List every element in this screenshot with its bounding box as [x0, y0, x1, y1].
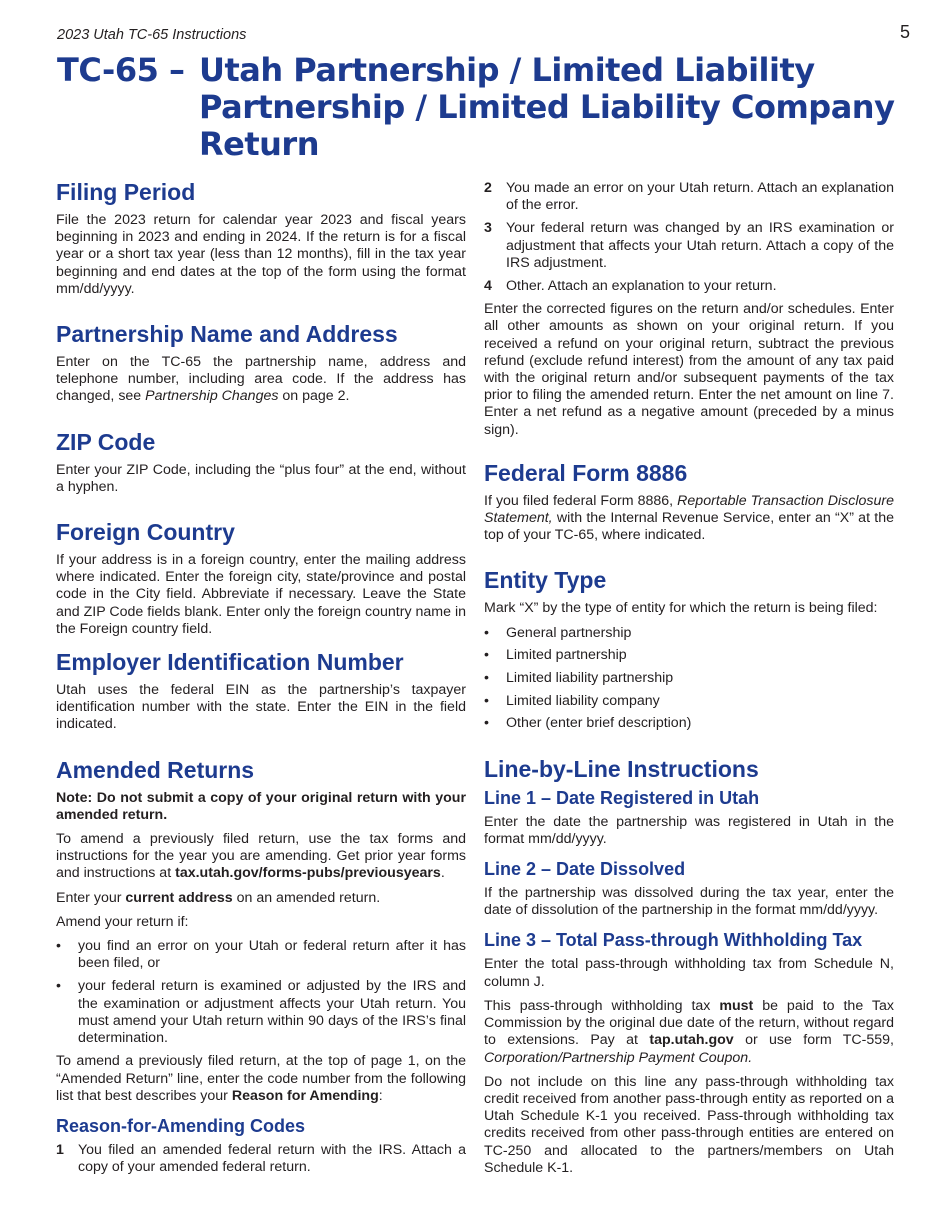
page-number: 5 [899, 22, 910, 42]
corrected-figures-text: Enter the corrected figures on the return and/or schedules. Enter all other amounts as shown on your original return. If you received a refund on your original return, subtract the previous refund (exclude refund interest) from the amount of any tax paid with the original return and/or subsequent payments of the tax prior to filing the amended return. Enter the net amount on line 7. Enter a net refund as a negative amount (preceded by a minus sign). [484, 301, 894, 438]
line-1-heading: Line 1 – Date Registered in Utah [484, 787, 760, 808]
form-8886-section [484, 459, 894, 545]
entity-type-section [484, 566, 894, 732]
amended-para-4: To amend a previously filed return, at the top of page 1, on the “Amended Return” line, enter the code number from the following list that best describes your Reason for Amending: [56, 1053, 466, 1104]
list-item: • Other (enter brief description) [484, 715, 692, 732]
amended-para-3: Amend your return if: [56, 913, 189, 930]
left-column [56, 178, 466, 1198]
title-line-3: Return [199, 125, 319, 163]
entity-type-text: Mark “X” by the type of entity for which the return is being filed: [484, 600, 878, 617]
title-prefix: TC-65 – [57, 51, 185, 89]
amended-returns-section [56, 756, 466, 1177]
right-column [484, 180, 894, 1184]
page-title [57, 52, 917, 163]
reason-codes-heading: Reason-for-Amending Codes [56, 1115, 306, 1136]
reason-code-item: 1 You filed an amended federal return with the IRS. Attach a copy of your amended federal return. [56, 1141, 466, 1176]
filing-period-heading: Filing Period [56, 179, 196, 205]
foreign-country-heading: Foreign Country [56, 519, 235, 546]
ein-text: Utah uses the federal EIN as the partnership’s taxpayer identification number with the state. Enter the EIN in the field indicated. [56, 682, 466, 733]
zip-section [56, 428, 466, 496]
reason-codes-continued [484, 180, 894, 439]
zip-heading: ZIP Code [56, 428, 156, 455]
line-3-heading: Line 3 – Total Pass-through Withholding Tax [484, 930, 863, 951]
partnership-name-section [56, 320, 466, 406]
filing-period-section [56, 178, 466, 298]
amended-note: Note: Do not submit a copy of your original return with your amended return. [56, 789, 466, 823]
partnership-name-heading: Partnership Name and Address [56, 321, 398, 348]
line-by-line-heading: Line-by-Line Instructions [484, 755, 759, 782]
list-item: • Limited partnership [484, 647, 627, 664]
line-1-text: Enter the date the partnership was registered in Utah in the format mm/dd/yyyy. [484, 813, 894, 847]
line-2-text: If the partnership was dissolved during the tax year, enter the date of dissolution of the partnership in the format mm/dd/yyyy. [484, 885, 894, 919]
line-3-para-2: This pass-through withholding tax must be paid to the Tax Commission by the original due date of the return, without regard to extensions. Pay at tap.utah.gov or use form TC-559, Corporation/Partnership Payment Coupon. [484, 997, 894, 1066]
title-line-2: Partnership / Limited Liability Company [199, 88, 895, 126]
ein-heading: Employer Identification Number [56, 649, 404, 676]
reason-code-item: 4 Other. Attach an explanation to your return. [484, 278, 777, 295]
line-3-para-3: Do not include on this line any pass-through withholding tax credit received from another pass-through entity as reported on a Utah Schedule K-1 you received. Pass-through withholding tax credits received from other pass-through entities are entered on TC-250 and allocated to the partners/members on Utah Schedule K-1. [484, 1073, 894, 1176]
line-3-para-1: Enter the total pass-through withholding tax from Schedule N, column J. [484, 956, 894, 990]
list-item: • General partnership [484, 624, 632, 641]
amended-returns-heading: Amended Returns [56, 756, 255, 783]
foreign-country-section [56, 518, 466, 638]
amended-para-1: To amend a previously filed return, use the tax forms and instructions for the year you are amending. Get prior year forms and instructions at tax.utah.gov/forms-pubs/previousyears. [56, 831, 466, 882]
zip-text: Enter your ZIP Code, including the “plus four” at the end, without a hyphen. [56, 461, 466, 495]
list-item: • your federal return is examined or adjusted by the IRS and the examination or adjustment affects your Utah return. You must amend your Utah return within 90 days of the IRS’s final determination. [56, 978, 466, 1047]
entity-type-heading: Entity Type [484, 567, 607, 594]
form-8886-heading: Federal Form 8886 [484, 459, 688, 486]
list-item: • Limited liability partnership [484, 670, 674, 687]
amended-para-2: Enter your current address on an amended return. [56, 889, 381, 906]
form-8886-text: If you filed federal Form 8886, Reportable Transaction Disclosure Statement, with the Internal Revenue Service, enter an “X” at the top of your TC-65, where indicated. [484, 492, 895, 544]
line-by-line-section [484, 755, 894, 1177]
partnership-name-text: Enter on the TC-65 the partnership name, address and telephone number, including area code. If the address has changed, see Partnership Changes on page 2. [56, 354, 466, 405]
reason-code-item: 3 Your federal return was changed by an IRS examination or adjustment that affects your Utah return. Attach a copy of the IRS adjustment. [484, 220, 894, 271]
line-2-heading: Line 2 – Date Dissolved [484, 859, 686, 880]
foreign-country-text: If your address is in a foreign country, enter the mailing address where indicated. Enter the foreign city, state/province and postal code in the City field. Abbreviate if necessary. Leave the State and ZIP Code fields blank. Enter only the foreign country name in the Foreign country field. [56, 552, 466, 637]
filing-period-text: File the 2023 return for calendar year 2023 and fiscal years beginning in 2023 and ending in 2024. If the return is for a fiscal year or a short tax year (less than 12 months), fill in the tax year beginning and end dates at the top of the form using the format mm/dd/yyyy. [56, 212, 466, 297]
running-header: 2023 Utah TC-65 Instructions [57, 27, 247, 43]
title-line-1: Utah Partnership / Limited Liability [199, 51, 815, 89]
list-item: • Limited liability company [484, 692, 660, 709]
list-item: • you find an error on your Utah or federal return after it has been filed, or [56, 938, 466, 972]
ein-section [56, 648, 466, 734]
reason-code-item: 2 You made an error on your Utah return. Attach an explanation of the error. [484, 180, 894, 214]
